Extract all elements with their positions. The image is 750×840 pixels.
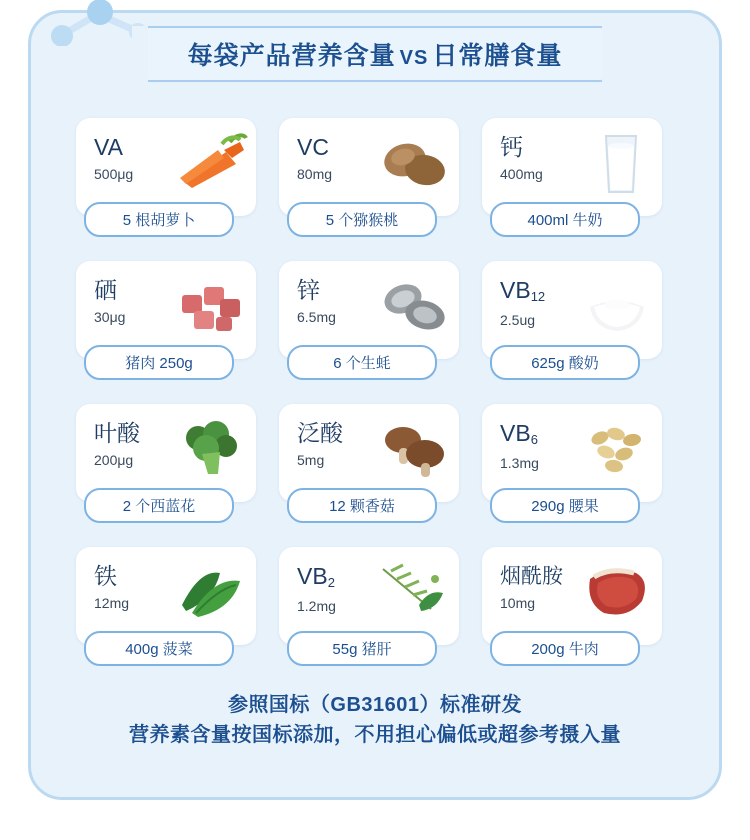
kiwi-icon [377, 130, 451, 196]
nutrient-name: 叶酸 [94, 420, 140, 446]
nutrient-name: 钙 [500, 134, 523, 160]
nutrient-cell [476, 118, 679, 261]
shiitake-mushroom-icon [377, 416, 451, 482]
title-vs: VS [399, 47, 429, 69]
nutrient-name: 烟酰胺 [500, 565, 563, 588]
spinach-icon [174, 559, 248, 625]
cashew-nuts-icon [580, 416, 654, 482]
title-main: 每袋产品营养含量 [187, 42, 396, 70]
herb-sprig-icon [377, 559, 451, 625]
footer-line-1: 参照国标（GB31601）标准研发 [227, 694, 523, 716]
nutrient-name-base: VB [500, 420, 531, 446]
equivalent-pill: 625g 酸奶 [490, 345, 640, 380]
nutrient-name-sub: 12 [530, 289, 546, 304]
equivalent-pill: 400g 菠菜 [84, 631, 234, 666]
equivalent-pill: 猪肉 250g [84, 345, 234, 380]
yogurt-bowl-icon [580, 273, 654, 339]
nutrient-name: 铁 [94, 563, 117, 589]
nutrient-amount: 500μg [94, 166, 134, 182]
nutrient-amount: 10mg [500, 595, 536, 611]
equivalent-pill: 200g 牛肉 [490, 631, 640, 666]
milk-glass-icon [580, 130, 654, 196]
nutrient-amount: 6.5mg [297, 309, 336, 325]
nutrient-cell [70, 547, 273, 690]
nutrient-cell [70, 404, 273, 547]
nutrient-name-sub: 2 [327, 575, 335, 590]
nutrient-name: VA [94, 134, 123, 160]
equivalent-pill: 55g 猪肝 [287, 631, 437, 666]
nutrient-amount: 5mg [297, 452, 325, 468]
oyster-icon [377, 273, 451, 339]
carrot-icon [174, 130, 248, 196]
nutrient-amount: 400mg [500, 166, 543, 182]
nutrient-amount: 1.2mg [297, 598, 336, 614]
section-title-ribbon [140, 26, 610, 82]
equivalent-pill: 290g 腰果 [490, 488, 640, 523]
nutrient-cell [476, 404, 679, 547]
nutrient-grid [70, 118, 680, 690]
page-title [182, 36, 569, 72]
nutrient-amount: 80mg [297, 166, 333, 182]
equivalent-pill: 5 根胡萝卜 [84, 202, 234, 237]
nutrient-name-base: VB [297, 563, 328, 589]
nutrient-cell [70, 118, 273, 261]
equivalent-pill: 400ml 牛奶 [490, 202, 640, 237]
nutrient-name-sub: 6 [530, 432, 538, 447]
nutrient-cell [70, 261, 273, 404]
nutrient-name: 泛酸 [297, 420, 343, 446]
nutrient-cell [476, 547, 679, 690]
nutrient-cell [273, 404, 476, 547]
nutrient-cell [476, 261, 679, 404]
nutrient-amount: 2.5ug [500, 312, 536, 328]
footer-line-2: 营养素含量按国标添加，不用担心偏低或超参考摄入量 [129, 724, 621, 746]
equivalent-pill: 6 个生蚝 [287, 345, 437, 380]
equivalent-pill: 2 个西蓝花 [84, 488, 234, 523]
equivalent-pill: 5 个猕猴桃 [287, 202, 437, 237]
nutrient-amount: 1.3mg [500, 455, 539, 471]
nutrient-amount: 30μg [94, 309, 126, 325]
nutrient-cell [273, 118, 476, 261]
nutrient-cell [273, 547, 476, 690]
title-tail: 日常膳食量 [432, 42, 563, 70]
pork-cubes-icon [174, 273, 248, 339]
broccoli-icon [174, 416, 248, 482]
nutrient-name: 锌 [297, 277, 320, 303]
equivalent-pill: 12 颗香菇 [287, 488, 437, 523]
nutrient-cell [273, 261, 476, 404]
nutrient-amount: 12mg [94, 595, 130, 611]
footer-note [0, 690, 750, 750]
nutrient-name-base: VB [500, 277, 531, 303]
nutrient-name: 硒 [94, 277, 117, 303]
nutrient-amount: 200μg [94, 452, 134, 468]
beef-steak-icon [580, 559, 654, 625]
nutrient-name: VC [297, 134, 329, 160]
